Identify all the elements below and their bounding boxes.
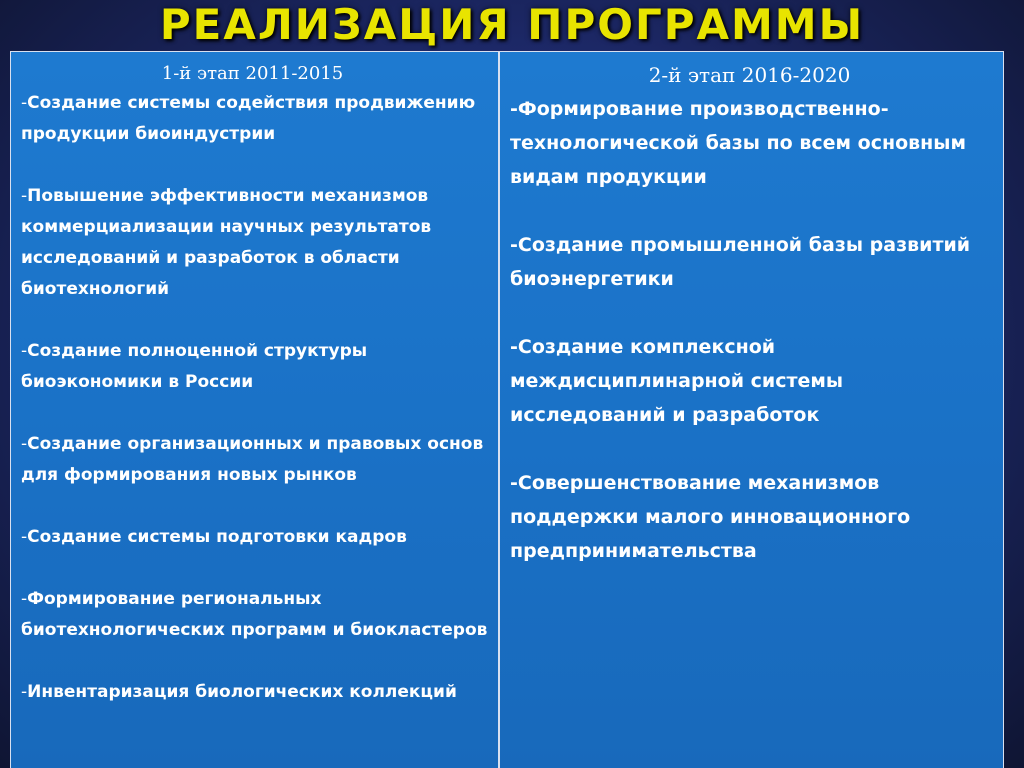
stage-2-item-text: -Создание промышленной базы развитий биоэнергетики [510,234,971,290]
stage-1-column [11,52,500,768]
list-dash: - [21,527,28,547]
stage-1-item [21,88,498,150]
stage-1-item [21,181,498,305]
list-dash: - [21,682,28,702]
stage-1-item-text: Формирование региональных биотехнологических программ и биокластеров [21,589,488,640]
list-dash: - [21,434,28,454]
stage-2-item [510,228,1003,296]
list-dash: - [21,186,28,206]
list-dash: - [21,341,28,361]
list-dash: - [21,589,28,609]
stage-2-item [510,92,1003,194]
slide-title: РЕАЛИЗАЦИЯ ПРОГРАММЫ [159,0,865,49]
stage-2-item-text: -Формирование производственно-технологической базы по всем основным видам продукции [510,98,967,188]
stage-2-column [500,52,1003,768]
stage-1-item [21,429,498,491]
stage-1-item-text: Инвентаризация биологических коллекций [27,682,457,702]
stage-2-item [510,466,1003,568]
list-dash: - [21,93,28,113]
stage-1-item [21,584,498,646]
stage-1-item [21,677,498,708]
stage-1-list [21,88,498,708]
stage-1-item-text: Создание системы подготовки кадров [27,527,407,547]
stage-2-item-text: -Создание комплексной междисциплинарной системы исследований и разработок [510,336,844,426]
stage-2-heading: 2-й этап 2016-2020 [648,63,851,87]
stage-1-item-text: Повышение эффективности механизмов коммерциализации научных результатов исследований и разработок в области биотехнологий [21,186,432,299]
stage-2-item [510,330,1003,432]
stage-1-item-text: Создание полноценной структуры биоэкономики в России [21,341,368,392]
stage-2-list [510,92,1003,568]
program-stages-table [10,51,1004,768]
stage-1-item-text: Создание организационных и правовых основ для формирования новых рынков [21,434,484,485]
stage-1-heading: 1-й этап 2011-2015 [161,63,344,84]
stage-1-item [21,336,498,398]
stage-1-item-text: Создание системы содействия продвижению продукции биоиндустрии [21,93,476,144]
stage-1-item [21,522,498,553]
stage-2-item-text: -Совершенствование механизмов поддержки малого инновационного предпринимательства [510,472,911,562]
